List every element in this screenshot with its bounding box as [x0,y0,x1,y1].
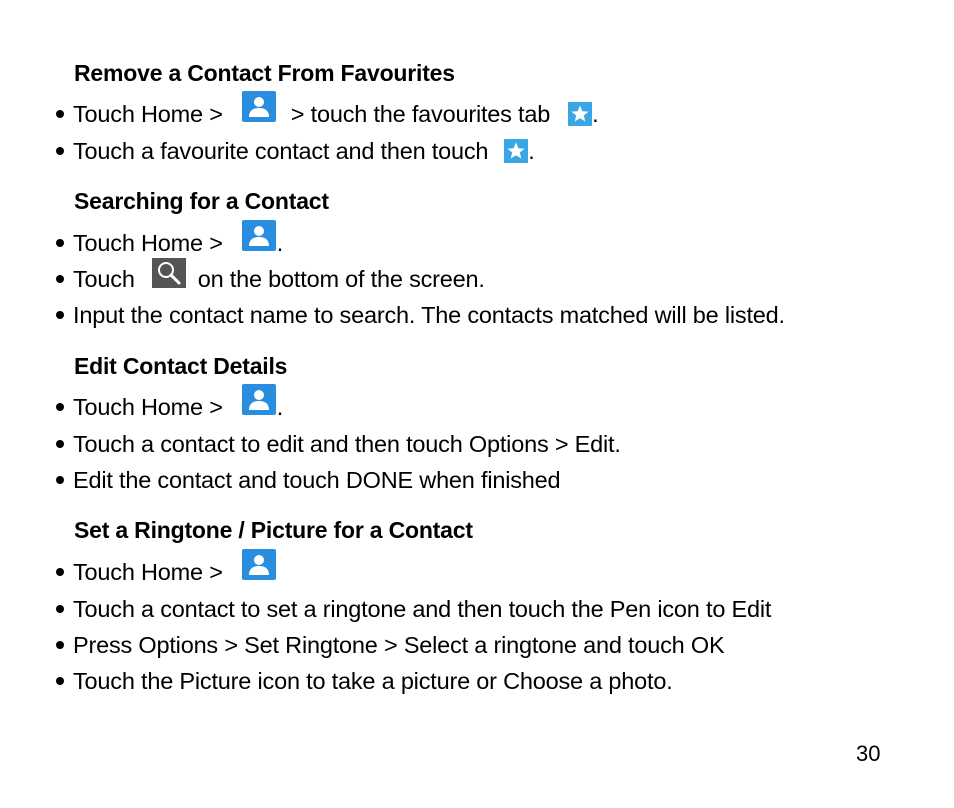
bullet [56,605,64,613]
item-text: Touch the Picture icon to take a picture or Choose a photo. [73,668,673,694]
contacts-app-icon [241,220,277,252]
bullet [56,440,64,448]
item-text: Touch a contact to edit and then touch Options > Edit. [73,431,621,457]
item-text: . [276,230,284,256]
contacts-app-icon [241,549,277,581]
section-heading-edit-contact: Edit Contact Details [74,353,288,379]
section-heading-ringtone-picture: Set a Ringtone / Picture for a Contact [74,517,473,543]
bullet [56,641,64,649]
bullet [56,568,64,576]
list-item [56,100,598,128]
list-item [56,301,785,329]
item-text: Touch Home > [73,394,223,420]
star-icon [568,102,592,126]
list-item [56,229,283,257]
bullet [56,677,64,685]
list-item [56,595,771,623]
item-text: Touch a contact to set a ringtone and then touch the Pen icon to Edit [73,596,772,622]
contacts-app-icon [241,91,277,123]
item-text: Touch Home > [73,101,223,127]
list-item [56,558,277,586]
star-icon [504,139,528,163]
item-text: Edit the contact and touch DONE when finished [73,467,561,493]
list-item [56,631,724,659]
item-text: Touch Home > [73,559,223,585]
item-text: . [592,101,599,127]
section-heading-remove-favourite: Remove a Contact From Favourites [74,60,455,86]
page-number: 30 [856,741,881,766]
list-item [56,466,560,494]
item-text: Press Options > Set Ringtone > Select a ringtone and touch OK [73,632,725,658]
contacts-app-icon [241,384,277,416]
bullet [56,275,64,283]
item-text: . [276,394,284,420]
list-item [56,393,283,421]
bullet [56,311,64,319]
item-text: on the bottom of the screen. [197,266,485,292]
item-text: Input the contact name to search. The contacts matched will be listed. [73,302,785,328]
item-text: Touch [73,266,135,292]
bullet [56,403,64,411]
item-text: . [528,138,535,164]
bullet [56,147,64,155]
list-item [56,137,535,165]
search-icon [152,258,186,288]
item-text: Touch a favourite contact and then touch [73,138,489,164]
list-item [56,667,673,695]
section-heading-search: Searching for a Contact [74,188,329,214]
list-item [56,430,621,458]
list-item [56,265,485,293]
bullet [56,110,64,118]
item-text: Touch Home > [73,230,223,256]
bullet [56,239,64,247]
bullet [56,476,64,484]
item-text: > touch the favourites tab [290,101,551,127]
